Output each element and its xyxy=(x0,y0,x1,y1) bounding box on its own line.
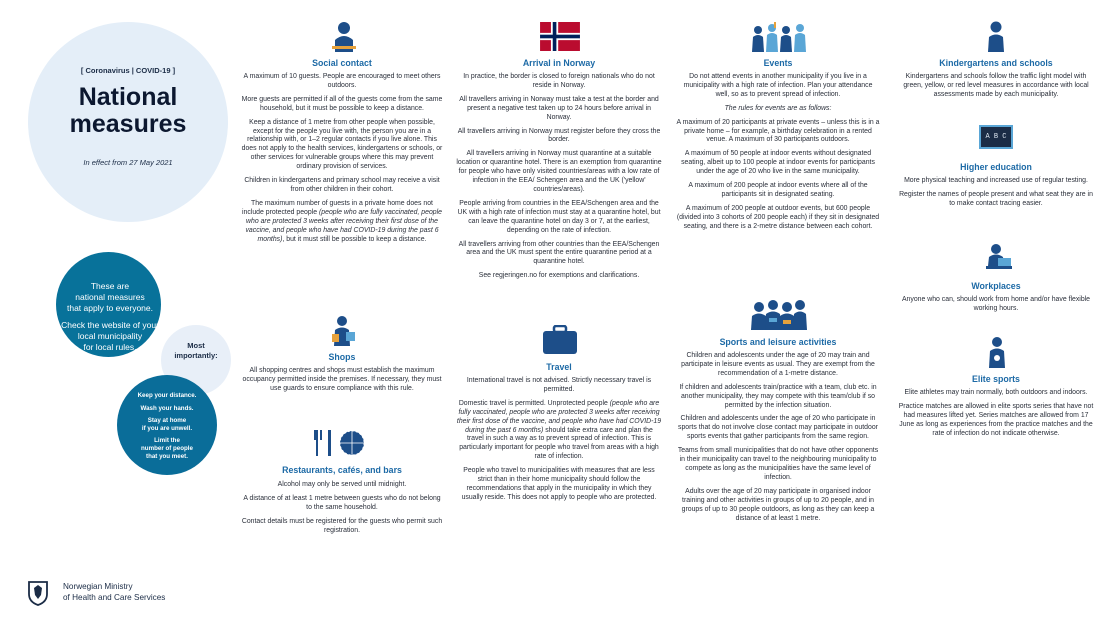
arrival-title: Arrival in Norway xyxy=(522,58,596,68)
paragraph: Adults over the age of 20 may participate in organised indoor training and other activities in groups of up to 20 people, and in groups of up to 30 people outdoors, as long as they can keep a distance of at least 1 metre. xyxy=(681,487,875,522)
paragraph: Children in kindergartens and primary school may receive a visit from other children in their cohort. xyxy=(244,177,440,193)
paragraph: International travel is not advised. Strictly necessary travel is permitted. xyxy=(466,377,652,393)
paragraph: All travellers arriving in Norway must quarantine at a suitable location or quarantine hotel. There is an exemption from quarantine for people who have only visited countries/areas with a low rate of infection in the EEA/ Schengen area and the UK ('yellow' countries/areas). xyxy=(456,150,662,193)
events-body xyxy=(676,73,880,237)
arrival-body xyxy=(456,73,662,286)
higher-education-title: Higher education xyxy=(960,162,1032,172)
travel-title: Travel xyxy=(546,362,572,372)
check-website-text xyxy=(40,320,180,353)
national-measures-text xyxy=(40,281,180,314)
tip-item: Wash your hands. xyxy=(140,404,194,412)
kindergartens-title: Kindergartens and schools xyxy=(939,58,1053,68)
elite-sports-body xyxy=(896,389,1096,444)
callout-line: importantly: xyxy=(174,351,218,360)
restaurant-icon xyxy=(314,428,368,458)
social-contact-title: Social contact xyxy=(312,58,372,68)
higher-education-body xyxy=(896,177,1096,214)
paragraph: People who travel to municipalities with measures that are less strict than in their home municipality should follow the recommendations that apply in the municipality in which they usually reside. This does not apply to people who are protected. xyxy=(461,467,657,501)
paragraph: All travellers arriving in Norway must register before they cross the border. xyxy=(457,127,661,144)
tip-item: Stay at home if you are unwell. xyxy=(141,417,193,432)
paragraph: Practice matches are allowed in elite sports series that have not had measures lifted yet. Series matches are allowed from 17 June as long as experiences from the practice matches and the rate of infection do not indicate otherwise. xyxy=(898,402,1094,437)
sports-title: Sports and leisure activities xyxy=(719,337,837,347)
callout-line: Most xyxy=(187,341,205,350)
social-contact-body xyxy=(240,73,444,249)
suitcase-icon xyxy=(542,325,578,355)
workplaces-title: Workplaces xyxy=(971,281,1021,291)
paragraph: Domestic travel is permitted. Unprotected people (people who are fully vaccinated, people who are protected 3 weeks after receiving their first dose of the vaccine, and people who have had COVID-19 during the past 6 months) should take extra care and plan the travel in such a way as to prevent spread of infection. This is particularly important for people who travel from areas with a high rate of infection. xyxy=(456,399,662,461)
events-title: Events xyxy=(763,58,793,68)
paragraph: Children and adolescents under the age of 20 may train and participate in leisure events as usual. They are exempt from the recommendation of a 1-metre distance. xyxy=(681,352,875,377)
tip-item: Limit the number of people that you meet. xyxy=(141,437,193,460)
callout-line: Check the website of your xyxy=(61,320,159,330)
page-title-line1: National xyxy=(78,83,178,111)
workplaces-body xyxy=(896,296,1096,319)
paragraph: A distance of at least 1 metre between guests who do not belong to the same household. xyxy=(243,494,441,511)
restaurants-body xyxy=(240,481,444,541)
travel-body xyxy=(456,377,662,508)
athlete-icon xyxy=(987,336,1007,368)
paragraph: All shopping centres and shops must establish the maximum occupancy permitted inside the premises. If necessary, they must use guards to ensure compliance with this rule. xyxy=(242,367,442,392)
paragraph: Teams from small municipalities that do not have other opponents in their municipality can travel to the neighbouring municipality to compete as long as the municipalities have the same level of infection. xyxy=(677,447,879,481)
callout-line: national measures xyxy=(75,292,145,302)
elite-sports-title: Elite sports xyxy=(972,374,1020,384)
sports-team-icon xyxy=(749,298,809,330)
shops-body xyxy=(240,367,444,399)
paragraph: See regjeringen.no for exemptions and clarifications. xyxy=(478,272,640,280)
paragraph: Children and adolescents under the age of 20 who participate in sports that do not involve close contact may participate in outdoor sports events that gather participants from the same region. xyxy=(678,415,878,441)
effective-date: In effect from 27 May 2021 xyxy=(83,158,173,167)
paragraph: More guests are permitted if all of the guests come from the same household, but it must be possible to keep a distance. xyxy=(241,95,443,112)
paragraph: People arriving from countries in the EEA/Schengen area and the UK with a high rate of infection must stay at a quarantine hotel, but can leave the quarantine hotel on day 3 or 7, at the earliest, depending on the rate of infection. xyxy=(457,199,661,234)
callout-line: local municipality xyxy=(77,331,143,341)
ministry-line2: of Health and Care Services xyxy=(63,592,166,602)
paragraph: All travellers arriving in Norway must take a test at the border and present a negative test taken up to 24 hours before arrival in Norway. xyxy=(459,95,659,121)
paragraph: The rules for events are as follows: xyxy=(724,104,832,112)
tip-item: Keep your distance. xyxy=(137,392,197,399)
callout-line: These are xyxy=(90,281,130,291)
kindergartens-body xyxy=(896,73,1096,105)
tips-list xyxy=(119,392,215,465)
social-contact-icon xyxy=(332,20,356,52)
restaurants-title: Restaurants, cafés, and bars xyxy=(282,465,402,475)
paragraph: Do not attend events in another municipality if you live in a municipality with a high rate of infection. Plan your attendance well, so as to prevent spread of infection. xyxy=(683,73,873,98)
paragraph: Elite athletes may train normally, both outdoors and indoors. xyxy=(904,389,1088,396)
blackboard-icon: A B C xyxy=(979,125,1013,149)
shops-title: Shops xyxy=(328,352,356,362)
paragraph: Keep a distance of 1 metre from other people when possible, except for the people you live with, the person you are in a relationship with, or 1–2 regular contacts if you live alone. This does not apply to the health services, kindergartens or schools, or other services for vulnerable groups where this may prevent ordinary provision of services. xyxy=(241,118,443,171)
most-importantly-label xyxy=(161,341,231,361)
paragraph: More physical teaching and increased use of regular testing. xyxy=(904,177,1088,184)
paragraph: A maximum of 200 people at outdoor events, but 600 people (divided into 3 cohorts of 200 people each) if they sit in designated seating, and there is a 2-metre distance between each cohort. xyxy=(676,204,880,230)
paragraph: A maximum of 20 participants at private events – unless this is in a private home – for example, a birthday celebration in a rented venue. A maximum of 30 participants outdoors. xyxy=(676,118,880,144)
paragraph: Alcohol may only be served until midnight. xyxy=(277,481,407,488)
paragraph: If children and adolescents train/practice with a team, club etc. in another municipality, they may compete with this team/club if so permitted by the infection situation. xyxy=(679,383,877,409)
page-title xyxy=(28,84,228,138)
ministry-name xyxy=(63,582,165,603)
child-icon xyxy=(985,20,1007,52)
page-title-line2: measures xyxy=(69,110,187,138)
paragraph: A maximum of 200 people at indoor events where all of the participants sit in designated seating. xyxy=(688,182,868,198)
norway-flag-icon xyxy=(540,22,580,51)
paragraph: The maximum number of guests in a private home does not include protected people (people who are fully vaccinated, people who are protected 3 weeks after receiving their first dose of the vaccine, and people who have had COVID-19 during the past 6 months), but it must still be possible to keep a distance. xyxy=(242,199,442,243)
paragraph: Kindergartens and schools follow the traffic light model with green, yellow, or red level measures in accordance with local assessments made by each municipality. xyxy=(903,73,1089,98)
sports-body xyxy=(676,352,880,528)
paragraph: Register the names of people present and what seat they are in to make contact tracing easier. xyxy=(899,190,1093,207)
workplace-icon xyxy=(984,242,1012,272)
paragraph: Contact details must be registered for the guests who permit such registration. xyxy=(241,517,443,534)
events-icon xyxy=(750,20,808,52)
paragraph: A maximum of 10 guests. People are encouraged to meet others outdoors. xyxy=(243,73,441,89)
shops-icon xyxy=(330,314,356,346)
paragraph: In practice, the border is closed to foreign nationals who do not reside in Norway. xyxy=(463,73,655,89)
paragraph: A maximum of 50 people at indoor events without designated seating, albeit up to 100 people at indoor events for participants under the age of 20 who live in the same municipality. xyxy=(681,150,875,176)
coat-of-arms-icon xyxy=(28,580,48,606)
topic-tag: [ Coronavirus | COVID-19 ] xyxy=(80,66,176,75)
paragraph: All travellers arriving from other countries than the EEA/Schengen area and the UK must spent the entire quarantine period at a quarantine hotel. xyxy=(458,240,660,266)
ministry-line1: Norwegian Ministry xyxy=(63,582,133,591)
callout-line: that apply to everyone. xyxy=(66,303,153,313)
paragraph: Anyone who can, should work from home and/or have flexible working hours. xyxy=(901,296,1091,312)
callout-line: for local rules. xyxy=(83,342,137,352)
